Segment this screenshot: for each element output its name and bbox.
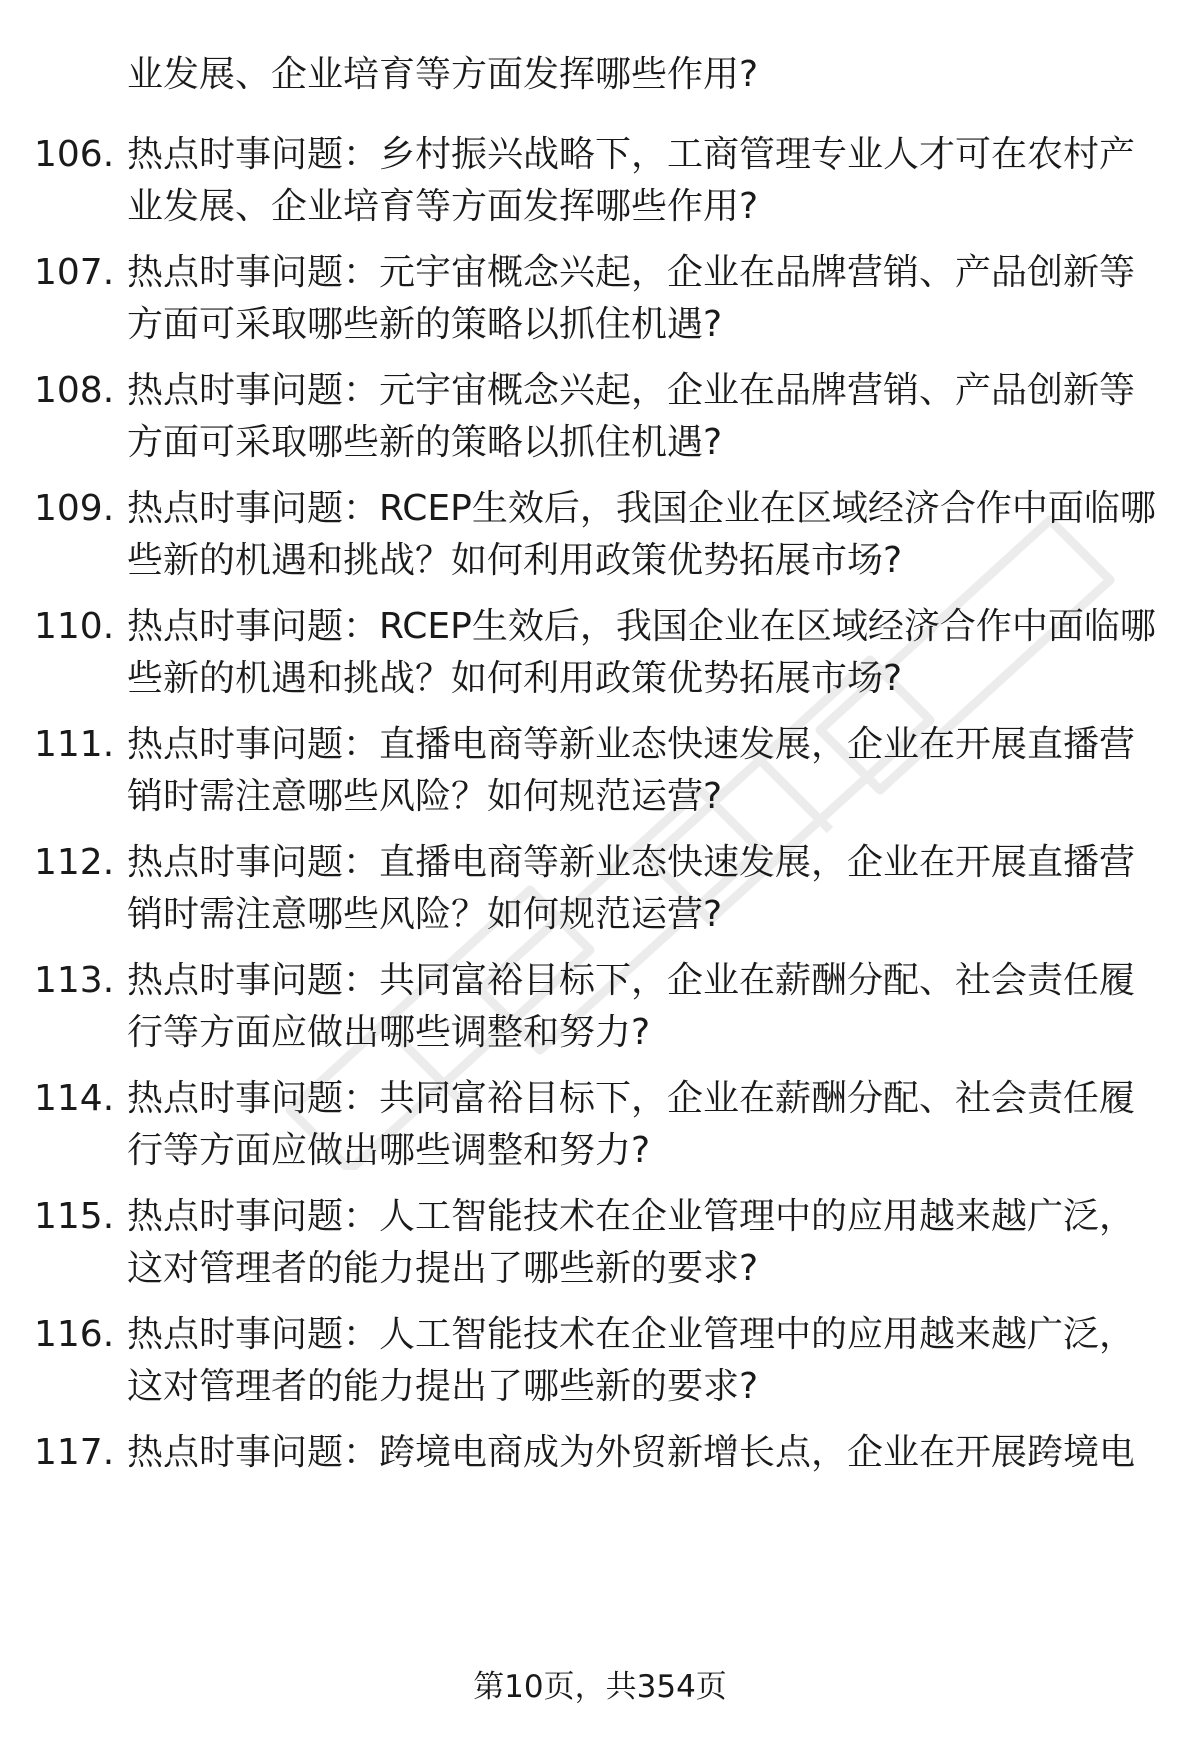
item-number: 106. [34, 134, 115, 175]
list-item [0, 603, 1200, 713]
item-text-line2: 这对管理者的能力提出了哪些新的要求? [127, 1366, 759, 1407]
item-text-line1: 热点时事问题：RCEP生效后，我国企业在区域经济合作中面临哪 [127, 488, 1156, 529]
list-item [0, 131, 1200, 241]
item-text-line1: 热点时事问题：元宇宙概念兴起，企业在品牌营销、产品创新等 [127, 370, 1136, 411]
page-number-footer: 第10页，共354页 [473, 1669, 727, 1705]
item-number: 111. [34, 724, 115, 765]
item-text-line2: 些新的机遇和挑战？如何利用政策优势拓展市场? [127, 658, 903, 699]
item-text-line2: 销时需注意哪些风险？如何规范运营? [127, 894, 723, 935]
item-text-line1: 热点时事问题：共同富裕目标下，企业在薪酬分配、社会责任履 [127, 960, 1136, 1001]
list-item [0, 367, 1200, 477]
list-item [0, 249, 1200, 359]
item-number: 116. [34, 1314, 115, 1355]
item-text-line2: 行等方面应做出哪些调整和努力? [127, 1012, 651, 1053]
item-number: 109. [34, 488, 115, 529]
item-text-line2: 这对管理者的能力提出了哪些新的要求? [127, 1248, 759, 1289]
item-number: 110. [34, 606, 115, 647]
item-text-line1: 热点时事问题：人工智能技术在企业管理中的应用越来越广泛， [127, 1314, 1136, 1355]
item-text-line1: 热点时事问题：人工智能技术在企业管理中的应用越来越广泛， [127, 1196, 1136, 1237]
item-number: 107. [34, 252, 115, 293]
item-text-line1: 热点时事问题：跨境电商成为外贸新增长点，企业在开展跨境电 [127, 1432, 1136, 1473]
item-text-line1: 热点时事问题：共同富裕目标下，企业在薪酬分配、社会责任履 [127, 1078, 1136, 1119]
list-item [0, 721, 1200, 831]
list-item [0, 839, 1200, 949]
item-number: 108. [34, 370, 115, 411]
item-number: 115. [34, 1196, 115, 1237]
item-text-line2: 些新的机遇和挑战？如何利用政策优势拓展市场? [127, 540, 903, 581]
item-number: 113. [34, 960, 115, 1001]
item-text-line2: 销时需注意哪些风险？如何规范运营? [127, 776, 723, 817]
item-text-line1: 热点时事问题：直播电商等新业态快速发展，企业在开展直播营 [127, 724, 1136, 765]
continuation-line: 业发展、企业培育等方面发挥哪些作用? [127, 54, 759, 95]
item-text-line1: 热点时事问题：RCEP生效后，我国企业在区域经济合作中面临哪 [127, 606, 1156, 647]
list-item [0, 1075, 1200, 1185]
list-item [0, 485, 1200, 595]
item-text-line2: 业发展、企业培育等方面发挥哪些作用? [127, 186, 759, 227]
item-text-line2: 方面可采取哪些新的策略以抓住机遇? [127, 304, 723, 345]
item-text-line1: 热点时事问题：直播电商等新业态快速发展，企业在开展直播营 [127, 842, 1136, 883]
item-number: 117. [34, 1432, 115, 1473]
item-number: 112. [34, 842, 115, 883]
list-item [0, 1429, 1200, 1539]
list-item [0, 1193, 1200, 1303]
item-text-line1: 热点时事问题：元宇宙概念兴起，企业在品牌营销、产品创新等 [127, 252, 1136, 293]
item-text-line1: 热点时事问题：乡村振兴战略下，工商管理专业人才可在农村产 [127, 134, 1136, 175]
list-item [0, 1311, 1200, 1421]
item-number: 114. [34, 1078, 115, 1119]
list-item [0, 957, 1200, 1067]
item-text-line2: 行等方面应做出哪些调整和努力? [127, 1130, 651, 1171]
item-text-line2: 方面可采取哪些新的策略以抓住机遇? [127, 422, 723, 463]
